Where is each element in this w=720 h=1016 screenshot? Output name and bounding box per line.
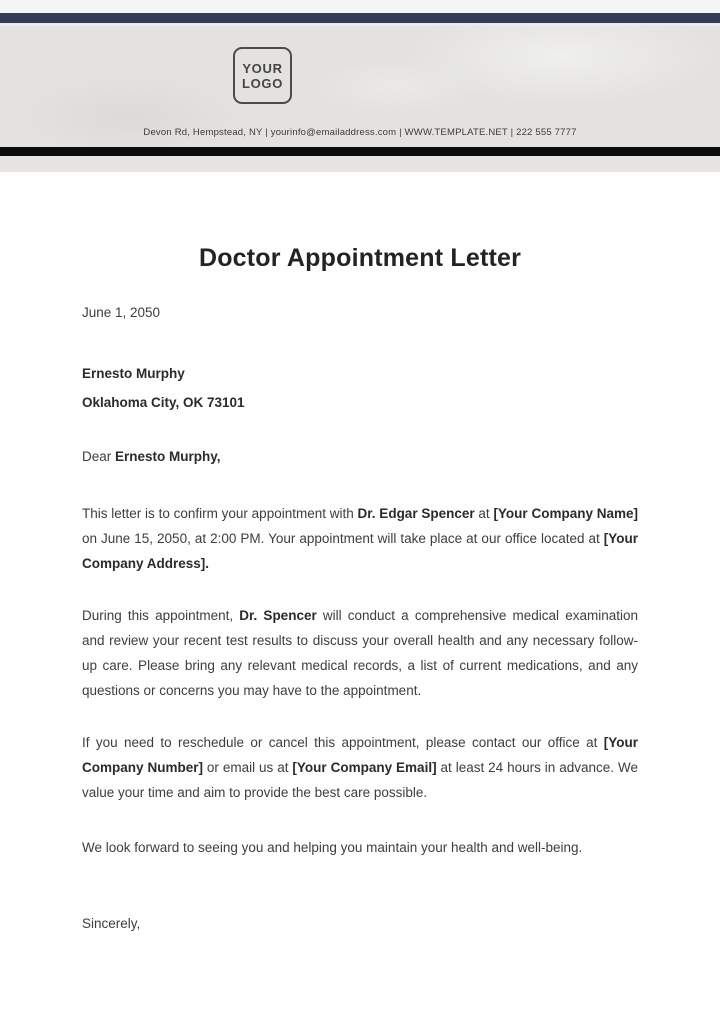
- header-navy-bar: [0, 13, 720, 23]
- header-top-strip: [0, 0, 720, 13]
- logo-text-line2: LOGO: [241, 75, 284, 91]
- letter-date: June 1, 2050: [82, 305, 161, 320]
- letterhead-band: [0, 26, 720, 147]
- paragraph-appointment-confirmation: This letter is to confirm your appointment with Dr. Edgar Spencer at [Your Company Name] on June 15, 2050, at 2:00 PM. Your appointment will take place at our office located at [Your Company Address].: [82, 506, 638, 571]
- company-logo: [233, 47, 292, 104]
- salutation: Dear Ernesto Murphy,: [82, 449, 221, 464]
- closing-line: We look forward to seeing you and helping you maintain your health and well-being.: [82, 840, 583, 855]
- letter-content: [0, 244, 720, 934]
- recipient-address: Oklahoma City, OK 73101: [82, 395, 245, 410]
- header-black-bar: [0, 147, 720, 156]
- signoff: Sincerely,: [82, 916, 141, 931]
- page-title: Doctor Appointment Letter: [198, 244, 522, 272]
- paragraph-reschedule-policy: If you need to reschedule or cancel this appointment, please contact our office at [Your Company Number] or email us at [Your Company Email] at least 24 hours in advance. We value your time and aim to provide the best care possible.: [82, 735, 638, 800]
- header-bottom-strip: [0, 156, 720, 172]
- logo-text-line1: YOUR: [242, 60, 283, 76]
- paragraph-appointment-details: During this appointment, Dr. Spencer will conduct a comprehensive medical examination and review your recent test results to discuss your overall health and any necessary follow-up care. Please bring any relevant medical records, a list of current medications, and any questions or concerns you may have to the appointment.: [82, 608, 638, 698]
- letterhead-contact-line: Devon Rd, Hempstead, NY | yourinfo@emailaddress.com | WWW.TEMPLATE.NET | 222 555 7777: [143, 127, 577, 138]
- recipient-name: Ernesto Murphy: [82, 366, 185, 381]
